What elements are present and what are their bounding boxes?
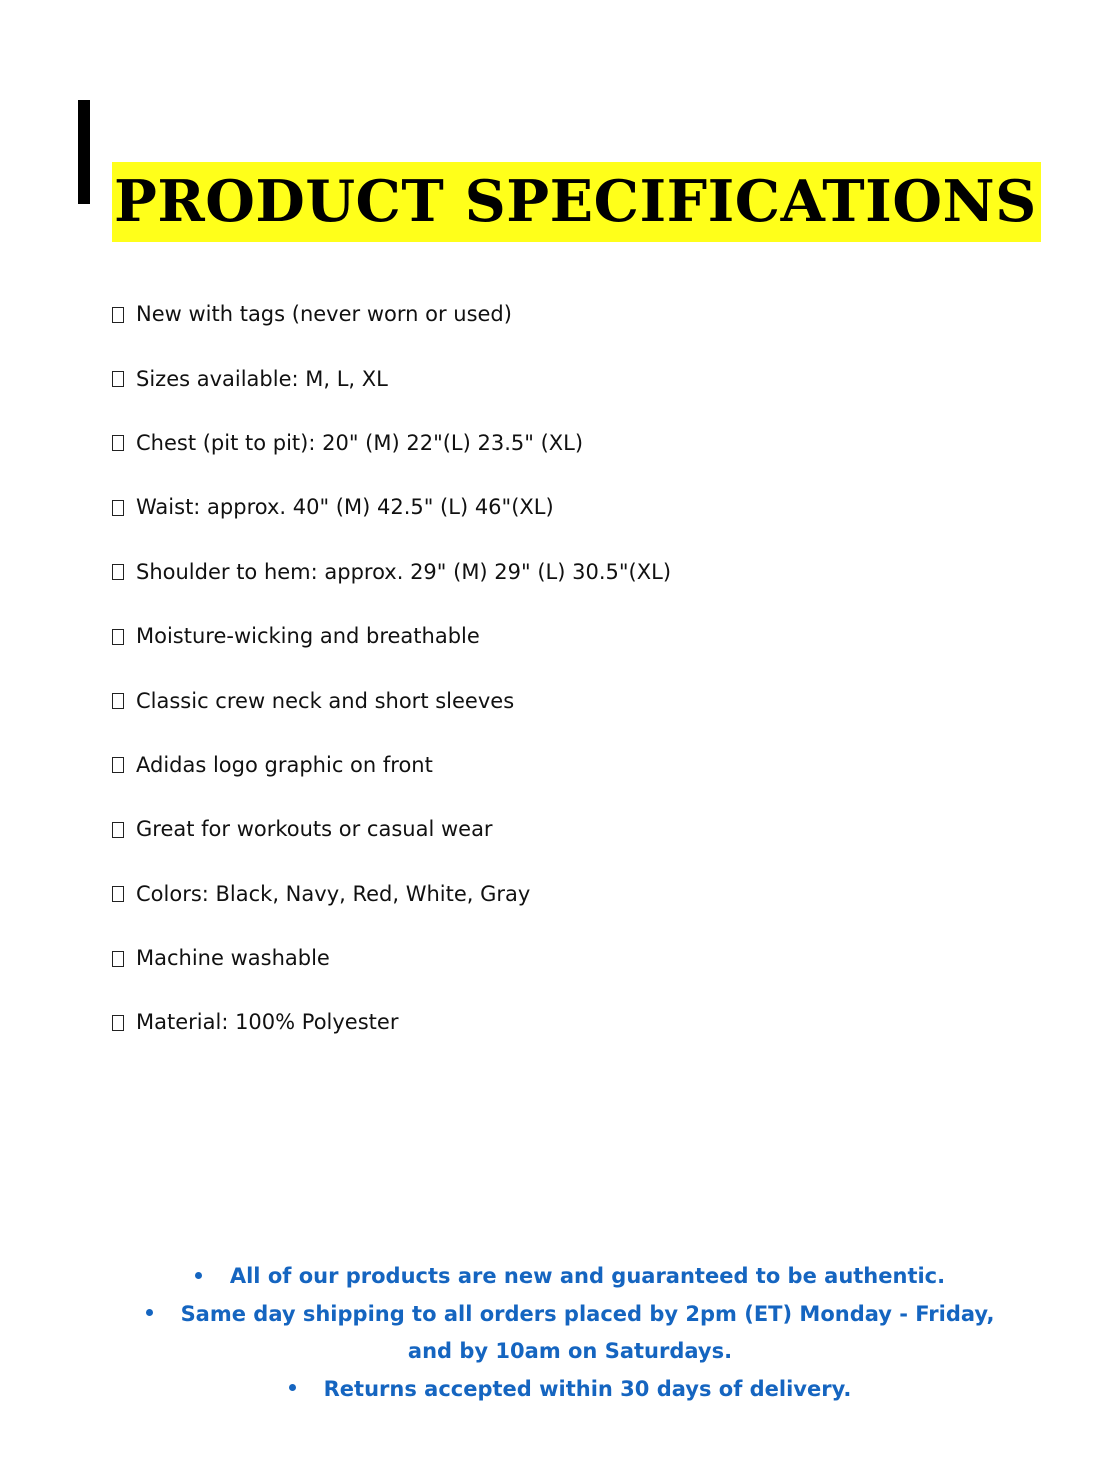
- checkbox-icon: [112, 435, 124, 451]
- list-item: [112, 604, 671, 668]
- checkbox-icon: [112, 371, 124, 387]
- bullet-icon: [195, 1272, 202, 1279]
- checkbox-icon: [112, 822, 124, 838]
- policy-item-authentic: [140, 1258, 1000, 1296]
- spec-text: Machine washable: [136, 946, 330, 971]
- spec-text: Shoulder to hem: approx. 29" (M) 29" (L) 30.5"(XL): [136, 559, 672, 584]
- checkbox-icon: [112, 307, 124, 323]
- specifications-list: [112, 282, 671, 1055]
- list-item: [112, 540, 671, 604]
- bullet-icon: [289, 1384, 296, 1391]
- checkbox-icon: [112, 886, 124, 902]
- list-item: [112, 926, 671, 990]
- checkbox-icon: [112, 757, 124, 773]
- spec-text: Chest (pit to pit): 20" (M) 22"(L) 23.5" (XL): [136, 430, 584, 455]
- title-accent-bar: [78, 100, 90, 204]
- spec-text: Moisture-wicking and breathable: [136, 624, 480, 649]
- spec-text: Sizes available: M, L, XL: [136, 366, 388, 391]
- policy-text: All of our products are new and guaranteed to be authentic.: [229, 1264, 946, 1288]
- spec-text: Adidas logo graphic on front: [136, 752, 433, 777]
- list-item: [112, 282, 671, 346]
- spec-text: Classic crew neck and short sleeves: [136, 688, 515, 713]
- list-item: [112, 668, 671, 732]
- checkbox-icon: [112, 1015, 124, 1031]
- policy-item-returns: [140, 1371, 1000, 1409]
- checkbox-icon: [112, 564, 124, 580]
- checkbox-icon: [112, 500, 124, 516]
- spec-text: Waist: approx. 40" (M) 42.5" (L) 46"(XL): [136, 495, 554, 520]
- policy-text: Returns accepted within 30 days of delivery.: [323, 1376, 852, 1401]
- spec-text: New with tags (never worn or used): [136, 302, 512, 327]
- list-item: [112, 475, 671, 539]
- spec-text: Colors: Black, Navy, Red, White, Gray: [136, 881, 531, 906]
- bullet-icon: [146, 1309, 153, 1316]
- checkbox-icon: [112, 629, 124, 645]
- store-policies-list: [140, 1258, 1000, 1408]
- list-item: [112, 346, 671, 410]
- checkbox-icon: [112, 693, 124, 709]
- spec-text: Material: 100% Polyester: [136, 1010, 399, 1035]
- checkbox-icon: [112, 951, 124, 967]
- policy-item-shipping: [140, 1296, 1000, 1371]
- page-title: PRODUCT SPECIFICATIONS: [112, 162, 1041, 242]
- list-item: [112, 411, 671, 475]
- policy-text: Same day shipping to all orders placed by 2pm (ET) Monday - Friday, and by 10am on Saturdays.: [180, 1301, 995, 1363]
- list-item: [112, 990, 671, 1054]
- spec-text: Great for workouts or casual wear: [136, 817, 493, 842]
- list-item: [112, 797, 671, 861]
- list-item: [112, 733, 671, 797]
- list-item: [112, 862, 671, 926]
